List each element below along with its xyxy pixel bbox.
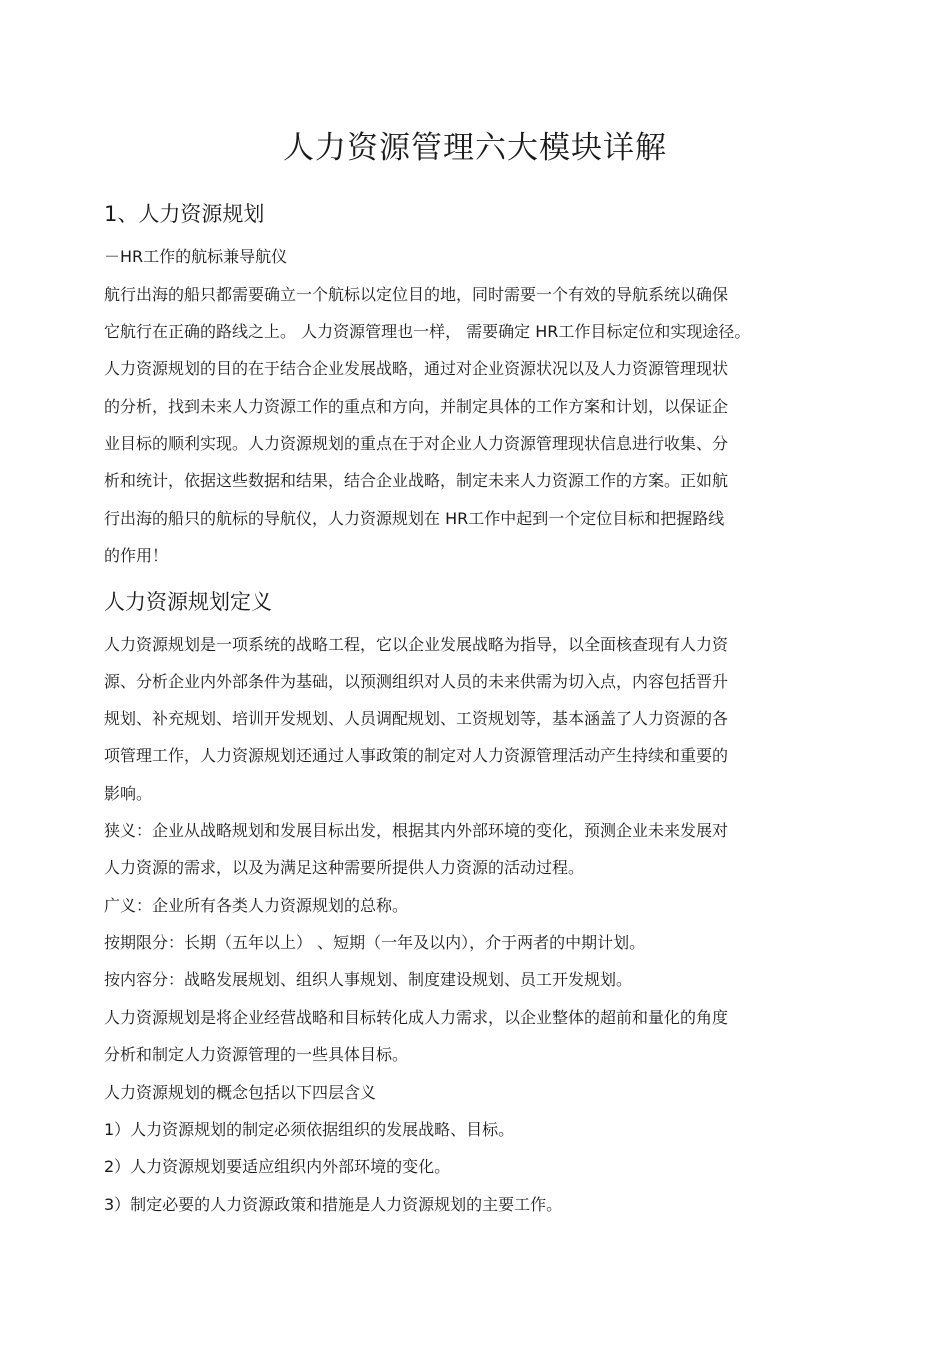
paragraph-line: 行出海的船只的航标的导航仪，人力资源规划在 HR工作中起到一个定位目标和把握路线: [104, 509, 725, 528]
paragraph-line: 源、分析企业内外部条件为基础，以预测组织对人员的未来供需为切入点，内容包括晋升: [104, 672, 729, 691]
paragraph-line: 按期限分：长期（五年以上） 、短期（一年及以内），介于两者的中期计划。: [104, 933, 646, 952]
paragraph-line: 的作用！: [104, 546, 169, 565]
list-item: 1）人力资源规划的制定必须依据组织的发展战略、目标。: [104, 1120, 515, 1139]
list-item: 2）人力资源规划要适应组织内外部环境的变化。: [104, 1157, 451, 1176]
paragraph-line: 规划、补充规划、培训开发规划、人员调配规划、工资规划等，基本涵盖了人力资源的各: [104, 709, 729, 728]
paragraph-line: 广义：企业所有各类人力资源规划的总称。: [104, 896, 409, 915]
paragraph-line: 影响。: [104, 784, 153, 803]
paragraph-line: －HR工作的航标兼导航仪: [104, 247, 288, 266]
paragraph-line: 人力资源规划是将企业经营战略和目标转化成人力需求，以企业整体的超前和量化的角度: [104, 1008, 729, 1027]
paragraph-line: 它航行在正确的路线之上。 人力资源管理也一样， 需要确定 HR工作目标定位和实现途径。: [104, 322, 751, 341]
section-heading-planning: 1、人力资源规划: [104, 202, 265, 226]
paragraph-line: 狭义：企业从战略规划和发展目标出发，根据其内外部环境的变化，预测企业未来发展对: [104, 821, 729, 840]
paragraph-line: 业目标的顺利实现。人力资源规划的重点在于对企业人力资源管理现状信息进行收集、分: [104, 434, 729, 453]
paragraph-line: 人力资源规划的概念包括以下四层含义: [104, 1083, 377, 1102]
paragraph-line: 按内容分：战略发展规划、组织人事规划、制度建设规划、员工开发规划。: [104, 970, 633, 989]
paragraph-line: 人力资源规划是一项系统的战略工程，它以企业发展战略为指导，以全面核查现有人力资: [104, 635, 729, 654]
page-title: 人力资源管理六大模块详解: [283, 130, 667, 166]
paragraph-line: 的分析，找到未来人力资源工作的重点和方向，并制定具体的工作方案和计划，以保证企: [104, 397, 729, 416]
paragraph-line: 航行出海的船只都需要确立一个航标以定位目的地，同时需要一个有效的导航系统以确保: [104, 285, 729, 304]
section-heading-definition: 人力资源规划定义: [104, 590, 272, 614]
paragraph-line: 分析和制定人力资源管理的一些具体目标。: [104, 1045, 409, 1064]
paragraph-line: 人力资源的需求，以及为满足这种需要所提供人力资源的活动过程。: [104, 858, 585, 877]
paragraph-line: 项管理工作，人力资源规划还通过人事政策的制定对人力资源管理活动产生持续和重要的: [104, 746, 729, 765]
list-item: 3）制定必要的人力资源政策和措施是人力资源规划的主要工作。: [104, 1195, 563, 1214]
paragraph-line: 人力资源规划的目的在于结合企业发展战略，通过对企业资源状况以及人力资源管理现状: [104, 359, 729, 378]
paragraph-line: 析和统计，依据这些数据和结果，结合企业战略，制定未来人力资源工作的方案。正如航: [104, 471, 729, 490]
